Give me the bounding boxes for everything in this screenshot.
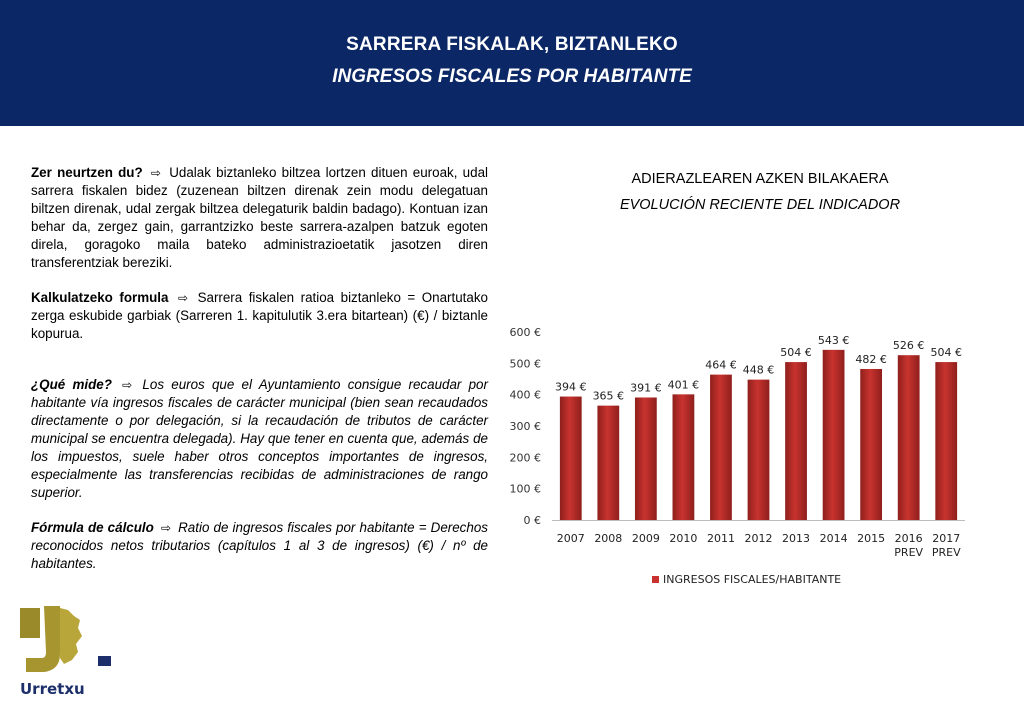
data-label: 482 € (855, 352, 887, 366)
x-tick-label: 2007 (556, 532, 585, 545)
x-tick-label: 2014 (819, 532, 848, 545)
x-tick-label: 2012 (744, 532, 773, 545)
bar (935, 362, 957, 520)
data-label: 543 € (817, 333, 850, 347)
paragraph-es-formula (31, 519, 488, 573)
bar (597, 406, 619, 520)
x-tick-label: 2017 (932, 532, 961, 545)
bar (823, 350, 845, 520)
logo-wordmark: Urretxu (20, 680, 85, 698)
legend-label: INGRESOS FISCALES/HABITANTE (663, 573, 842, 586)
x-tick-label: 2009 (631, 532, 660, 545)
label-eu-what: Zer neurtzen du? (31, 165, 143, 180)
data-label: 464 € (705, 358, 737, 372)
y-tick-label: 200 € (509, 451, 541, 465)
bar (673, 394, 695, 520)
paragraph-es-what (31, 376, 488, 502)
y-tick-label: 100 € (509, 482, 541, 496)
x-tick-label: 2015 (857, 532, 886, 545)
paragraph-eu-what (31, 164, 488, 272)
x-tick-label: 2011 (706, 532, 735, 545)
data-label: 504 € (780, 346, 812, 360)
x-tick-label: 2010 (669, 532, 698, 545)
arrow-right-icon: ⇨ (122, 378, 133, 392)
arrow-right-icon: ⇨ (150, 166, 161, 180)
chart-legend (652, 573, 841, 586)
data-label: 365 € (592, 389, 625, 403)
y-tick-label: 600 € (509, 326, 541, 339)
bar (748, 380, 770, 520)
text-es-formula: Ratio de ingresos fiscales por habitante = Derechos reconocidos netos tributarios (capítulos 1 al 3 de ingresos) (€) / nº de habitantes. (31, 520, 488, 571)
text-es-what: Los euros que el Ayuntamiento consigue recaudar por habitante vía ingresos fiscales de carácter municipal (bien sean recaudados directamente o por delegación, si la recaudación de tributos de carácter municipal se encuentra delegada). Hay que tener en cuenta que, además de los impuestos, suele haber otros conceptos importantes de ingresos, especialmente las transferencias recibidas de administraciones de rango superior. (31, 377, 488, 500)
data-label: 526 € (892, 339, 925, 353)
bar (635, 397, 657, 520)
data-label: 401 € (667, 378, 700, 392)
bar (860, 369, 882, 520)
arrow-right-icon: ⇨ (160, 521, 172, 535)
x-tick-label: 2016 (894, 532, 923, 545)
data-label: 394 € (555, 380, 587, 394)
text-eu-formula: Sarrera fiskalen ratioa biztanleko = Onartutako zerga eskubide garbiak (Sarreren 1. kapitulutik 3.era bitartean) (€) / biztanle kopurua. (31, 290, 488, 341)
y-tick-label: 0 € (523, 514, 541, 527)
chart-heading-spanish: EVOLUCIÓN RECIENTE DEL INDICADOR (619, 197, 901, 213)
data-label: 448 € (742, 363, 775, 377)
title-banner (0, 0, 1024, 126)
y-tick-label: 300 € (509, 420, 541, 433)
data-label: 391 € (630, 381, 662, 395)
x-tick-label: 2008 (594, 532, 623, 545)
label-es-formula: Fórmula de cálculo (31, 520, 154, 535)
x-tick-label: PREV (894, 546, 924, 559)
y-tick-label: 500 € (509, 357, 541, 371)
bar-chart (500, 318, 980, 593)
description-column (31, 164, 488, 590)
paragraph-eu-formula (31, 289, 488, 343)
bar (898, 355, 920, 520)
x-tick-label: PREV (931, 546, 961, 559)
label-es-what: ¿Qué mide? (31, 377, 112, 392)
y-tick-label: 400 € (509, 388, 541, 402)
bar (710, 375, 732, 520)
arrow-right-icon: ⇨ (177, 291, 189, 305)
data-label: 504 € (930, 346, 962, 360)
chart-heading-basque: ADIERAZLEAREN AZKEN BILAKAERA (631, 171, 889, 187)
x-tick-label: 2013 (782, 532, 811, 545)
bar (785, 362, 807, 520)
bar (560, 397, 582, 520)
legend-swatch (652, 576, 659, 583)
text-eu-what: Udalak biztanleko biltzea lortzen dituen euroak, udal sarrera fiskalen bidez (zuzenean biltzen direnak zein modu delegatuan biltzen direnak, udal zergak biltzea delegaturik baldin badago). Kontuan izan behar da, zergez gain, garrantzizko beste sarrera-azalpen batzuk egoten direla, goragoko maila bateko administrazioetatik jasotzen diren transferentziak bereziki. (31, 165, 488, 270)
title-basque: SARRERA FISKALAK, BIZTANLEKO (346, 34, 678, 55)
label-eu-formula: Kalkulatzeko formula (31, 290, 169, 305)
title-spanish: INGRESOS FISCALES POR HABITANTE (332, 66, 692, 87)
